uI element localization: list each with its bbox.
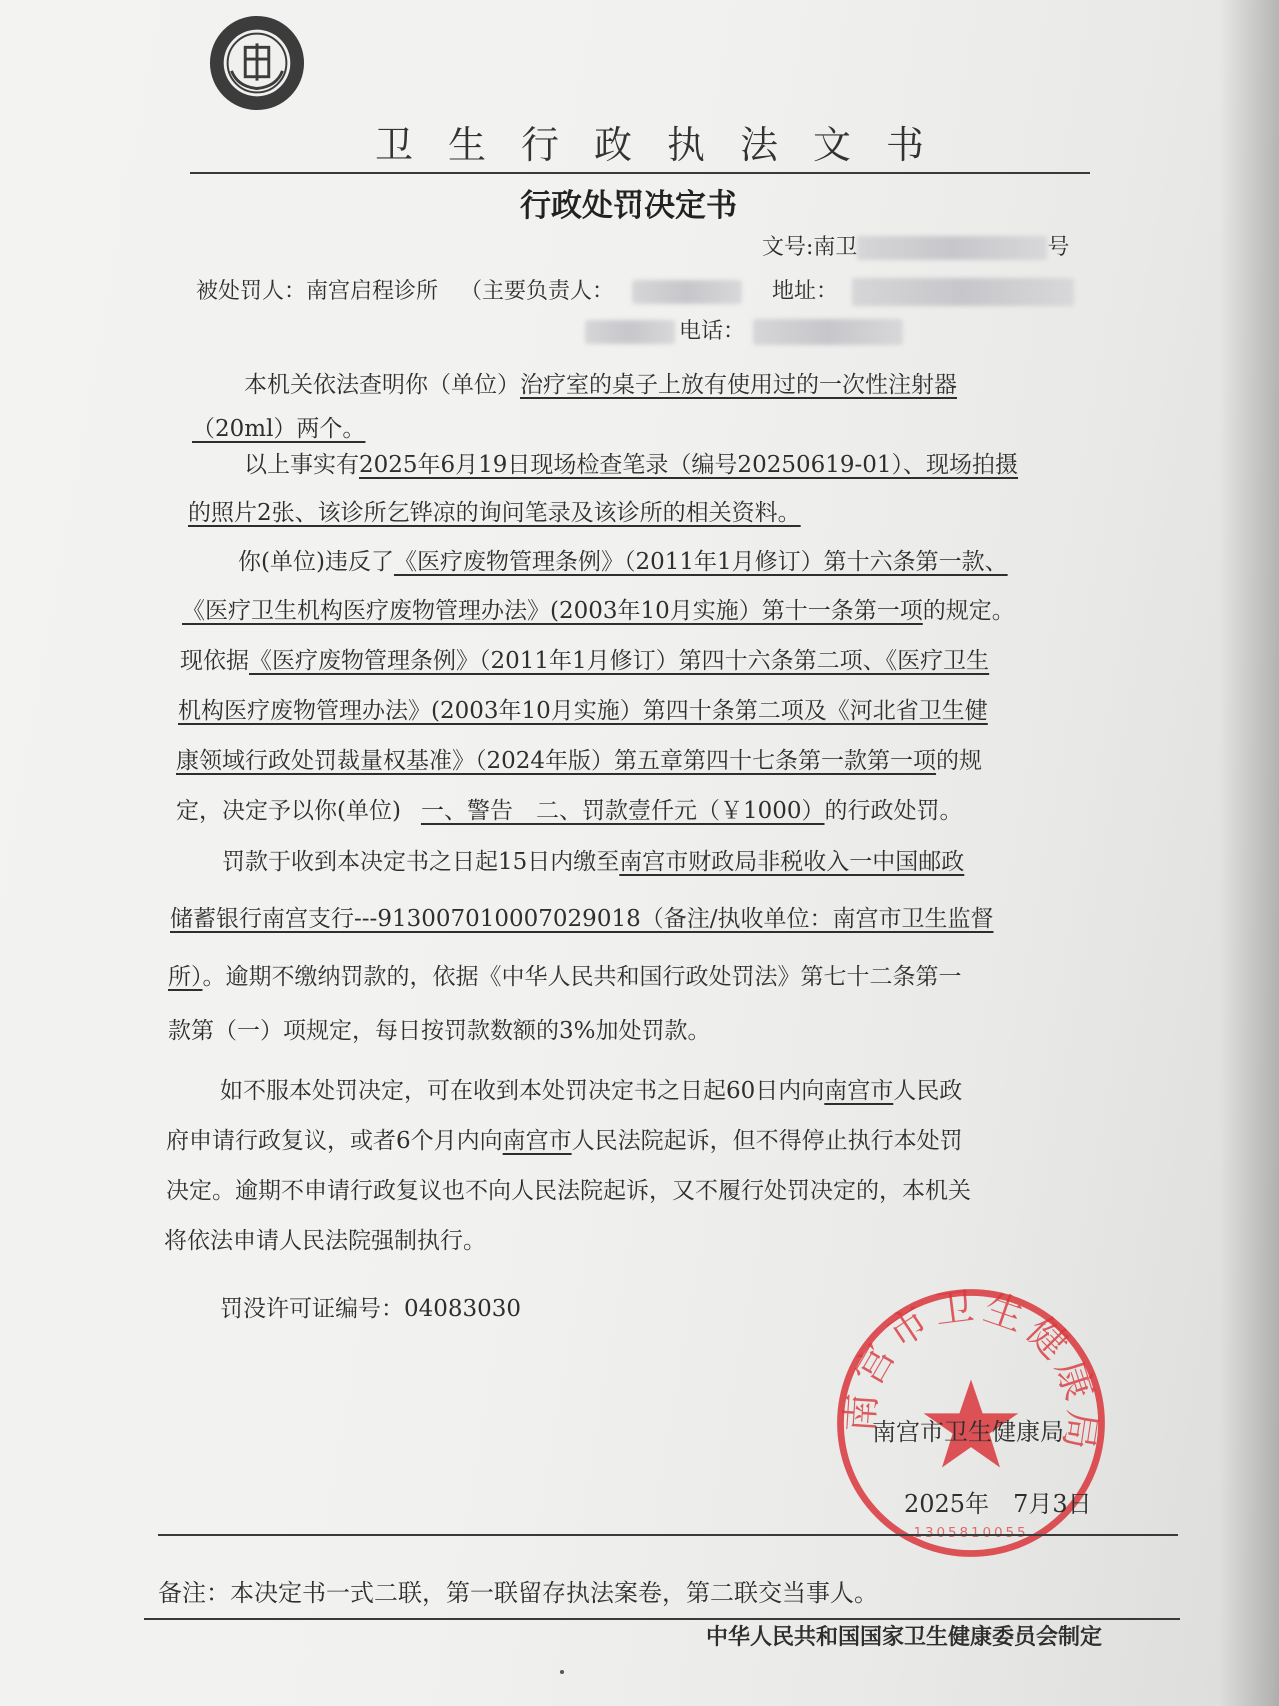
p2-line2: [188, 494, 801, 527]
p2-evidence: 2025年6月19日现场检查笔录（编号20250619-01）、现场拍摄: [359, 452, 1019, 478]
document-number-label: 文号:南卫: [762, 235, 858, 260]
document-title: 行政处罚决定书: [520, 188, 737, 224]
p3-line1: [238, 543, 1008, 576]
redacted-address-tail: [585, 320, 675, 344]
p3-text-3: 的规: [936, 748, 983, 774]
redacted-principal: [632, 280, 742, 304]
national-health-inspection-emblem-icon: [208, 14, 306, 112]
p3-decision-label: 定，决定予以你(单位): [176, 798, 401, 824]
p5-text-6: 将依法申请人民法院强制执行。: [164, 1228, 486, 1254]
principal-label: （主要负责人：: [460, 279, 615, 304]
p3-penalty: 一、警告 二、罚款壹仟元（￥1000）: [420, 798, 825, 824]
p5-government: 南宫市: [824, 1078, 894, 1104]
p4-line1: [222, 843, 964, 876]
p4-text: 罚款于收到本决定书之日起15日内缴至: [222, 849, 620, 875]
address-label: 地址：: [772, 279, 839, 304]
p1-line2: [192, 410, 365, 443]
p1-finding: 治疗室的桌子上放有使用过的一次性注射器: [520, 372, 957, 398]
license-number: 罚没许可证编号：04083030: [220, 1296, 522, 1322]
p5-text: 如不服本处罚决定，可在收到本处罚决定书之日起60日内向: [220, 1078, 825, 1104]
p3-regulation-2: 《医疗卫生机构医疗废物管理办法》(2003年10月实施）第十一条第一项: [182, 598, 923, 624]
phone-label: 电话：: [679, 319, 746, 344]
p4-payee-end: 所）: [168, 964, 203, 990]
p5-line2: [166, 1122, 963, 1155]
p1-finding-end: （20ml）两个。: [192, 416, 366, 442]
p4-line4: [168, 1012, 711, 1045]
p3-line2: [182, 592, 1015, 625]
p4-payee: 南宫市财政局非税收入一中国邮政: [619, 849, 965, 875]
issue-date: 2025年 7月3日: [904, 1490, 1092, 1518]
page-edge-shadow: [1219, 0, 1279, 1706]
redacted-phone: [753, 319, 903, 345]
p1-text: 本机关依法查明你（单位）: [244, 372, 520, 398]
p2-text: 以上事实有: [244, 452, 359, 478]
redacted-number: [857, 236, 1047, 260]
document-number: [762, 230, 1069, 261]
p3-basis-3: 康领域行政处罚裁量权基准》（2024年版）第五章第四十七条第一款第一项: [176, 748, 937, 774]
svg-text:南宫市卫生健康局: 南宫市卫生健康局: [838, 1283, 1105, 1459]
p3-line6: [176, 792, 963, 825]
p4-bank-account: 储蓄银行南宫支行---913007010007029018（备注/执收单位：南宫市卫生监督: [170, 906, 994, 932]
p3-text-4: 的行政处罚。: [824, 798, 963, 824]
p3-basis-1: 《医疗废物管理条例》（2011年1月修订）第四十六条第二项、《医疗卫生: [249, 648, 990, 674]
party-row: [196, 274, 1074, 306]
p5-text-4: 人民法院起诉，但不得停止执行本处罚: [571, 1128, 963, 1154]
p3-text-2: 的规定。: [922, 598, 1015, 624]
p5-text-3: 府申请行政复议，或者6个月内向: [166, 1128, 503, 1154]
footer-rule-top: [158, 1534, 1178, 1536]
p3-line5: [176, 742, 982, 775]
document-number-tail: 号: [1047, 235, 1070, 260]
p3-basis-label: 现依据: [180, 648, 249, 674]
p5-text-5: 决定。逾期不申请行政复议也不向人民法院起诉，又不履行处罚决定的，本机关: [166, 1178, 971, 1204]
phone-row: [585, 314, 903, 345]
redacted-address: [852, 278, 1074, 306]
p3-line3: [180, 642, 989, 675]
p3-line4: [178, 692, 988, 725]
p2-line1: [244, 446, 1018, 479]
p5-line3: [166, 1172, 971, 1205]
p5-court: 南宫市: [502, 1128, 572, 1154]
p5-text-2: 人民政: [893, 1078, 963, 1104]
p3-text: 你(单位)违反了: [238, 549, 394, 575]
p5-line4: [164, 1222, 486, 1255]
issuing-authority: 南宫市卫生健康局: [872, 1418, 1064, 1446]
series-title: 卫生行政执法文书: [375, 123, 960, 167]
p2-evidence-end: 的照片2张、该诊所乞铧凉的询问笔录及该诊所的相关资料。: [188, 500, 801, 526]
p3-basis-2: 机构医疗废物管理办法》(2003年10月实施）第四十条第二项及《河北省卫生健: [178, 698, 988, 724]
party-name: 南宫启程诊所: [306, 279, 439, 304]
header-rule: [190, 172, 1090, 174]
svg-text:1305810055: 1305810055: [913, 1525, 1029, 1542]
paper-speck: [560, 1670, 564, 1674]
p4-text-2: 。逾期不缴纳罚款的，依据《中华人民共和国行政处罚法》第七十二条第一: [202, 964, 962, 990]
footer-note: 备注：本决定书一式二联，第一联留存执法案卷，第二联交当事人。: [158, 1579, 878, 1607]
p1-line1: [244, 366, 957, 399]
p4-text-3: 款第（一）项规定，每日按罚款数额的3%加处罚款。: [168, 1018, 711, 1044]
p4-line3: [168, 958, 962, 991]
p5-line1: [220, 1072, 962, 1105]
footer-maker: 中华人民共和国国家卫生健康委员会制定: [706, 1625, 1103, 1650]
p3-regulation-1: 《医疗废物管理条例》（2011年1月修订）第十六条第一款、: [393, 549, 1008, 575]
party-label: 被处罚人：: [196, 279, 307, 304]
p4-line2: [170, 900, 993, 933]
